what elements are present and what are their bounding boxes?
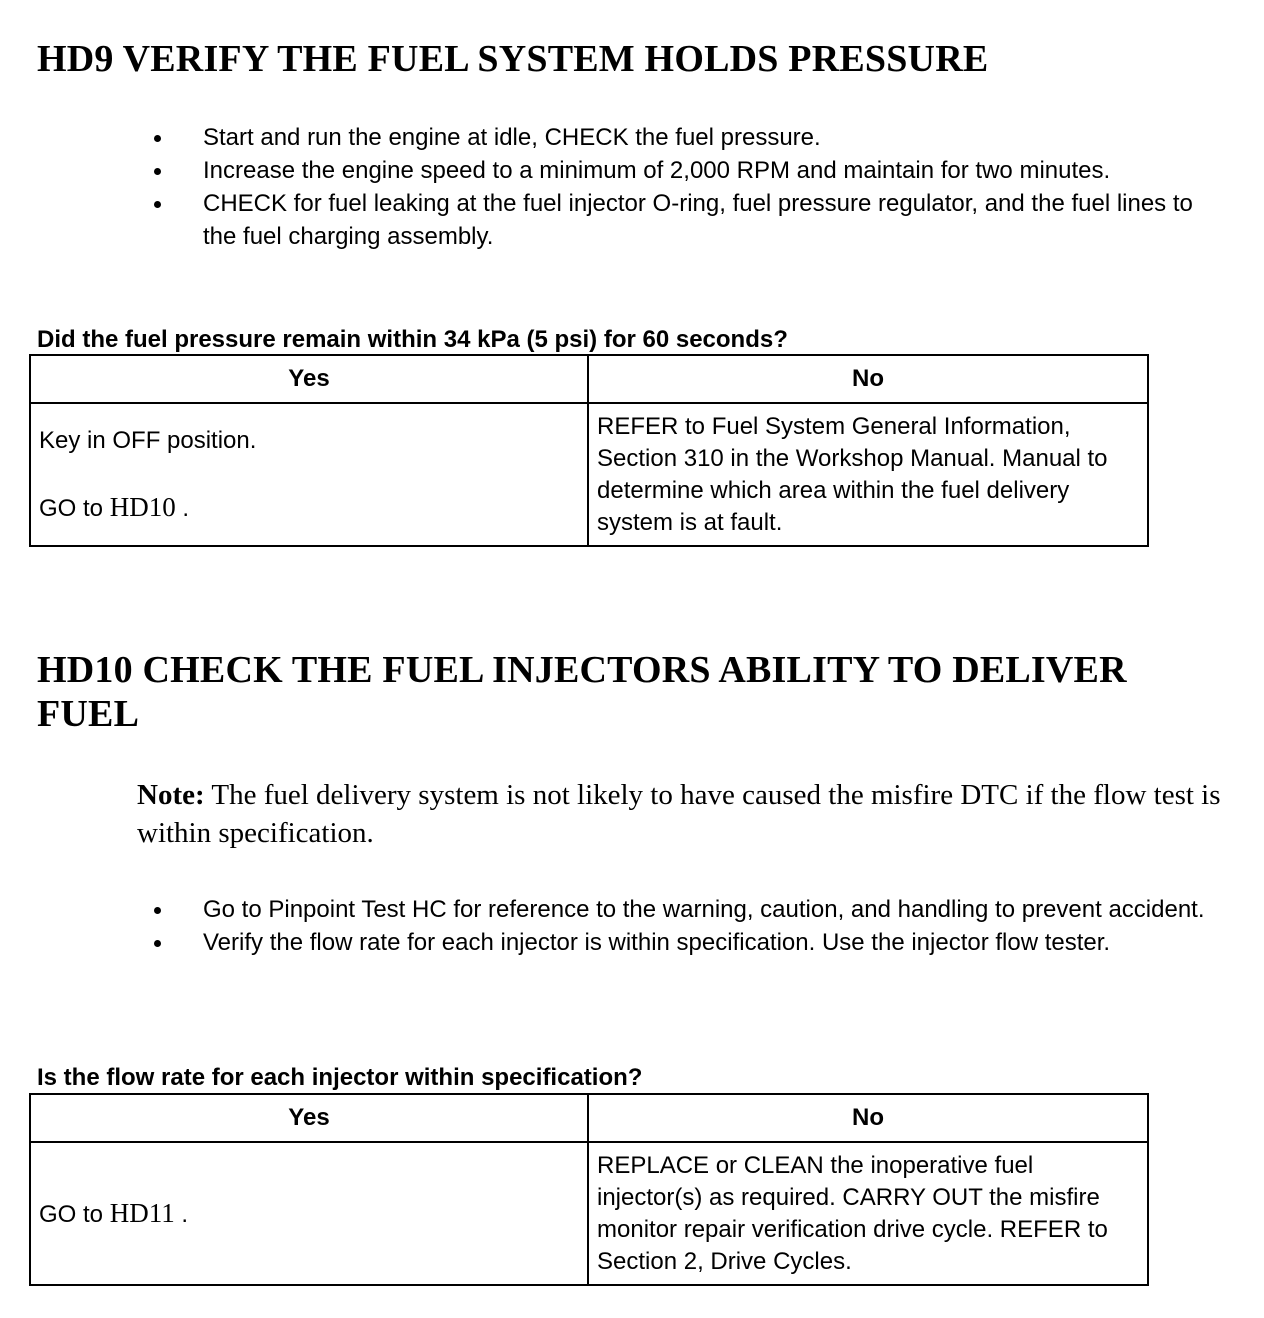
yes-cell bbox=[30, 1142, 588, 1285]
hd10-step-list bbox=[150, 893, 1220, 959]
bullet-icon bbox=[154, 168, 161, 175]
note-label: Note: bbox=[137, 779, 205, 811]
list-item: Start and run the engine at idle, CHECK the fuel pressure. bbox=[150, 121, 1220, 154]
no-cell: REPLACE or CLEAN the inoperative fuel injector(s) as required. CARRY OUT the misfire monitor repair verification drive cycle. REFER to Section 2, Drive Cycles. bbox=[588, 1142, 1148, 1285]
table-header-row bbox=[30, 1094, 1148, 1142]
hd10-result-table bbox=[29, 1093, 1149, 1286]
yes-cell bbox=[30, 403, 588, 546]
note-text: The fuel delivery system is not likely to have caused the misfire DTC if the flow test is within specification. bbox=[137, 779, 1221, 849]
hd9-question: Did the fuel pressure remain within 34 kPa (5 psi) for 60 seconds? bbox=[37, 326, 788, 353]
list-item: Verify the flow rate for each injector is within specification. Use the injector flow tester. bbox=[150, 926, 1220, 959]
table-row bbox=[30, 403, 1148, 546]
hd10-question: Is the flow rate for each injector within specification? bbox=[37, 1064, 643, 1091]
list-item: Increase the engine speed to a minimum of 2,000 RPM and maintain for two minutes. bbox=[150, 154, 1220, 187]
no-header: No bbox=[588, 1094, 1148, 1142]
go-to-link-hd10[interactable]: HD10 bbox=[109, 491, 176, 522]
go-to-link-hd11[interactable]: HD11 bbox=[109, 1197, 175, 1228]
yes-key-instruction: Key in OFF position. bbox=[39, 426, 257, 454]
hd10-note bbox=[137, 776, 1247, 852]
list-item: Go to Pinpoint Test HC for reference to the warning, caution, and handling to prevent accident. bbox=[150, 893, 1220, 926]
no-header: No bbox=[588, 355, 1148, 403]
no-cell: REFER to Fuel System General Information, Section 310 in the Workshop Manual. Manual to determine which area within the fuel delivery system is at fault. bbox=[588, 403, 1148, 546]
bullet-icon bbox=[154, 135, 161, 142]
hd10-heading: HD10 CHECK THE FUEL INJECTORS ABILITY TO DELIVER FUEL bbox=[37, 649, 1127, 735]
hd9-step-list bbox=[150, 121, 1220, 253]
yes-go-instruction: GO to HD10 . bbox=[39, 491, 190, 522]
bullet-icon bbox=[154, 907, 161, 914]
hd9-result-table bbox=[29, 354, 1149, 547]
bullet-icon bbox=[154, 201, 161, 208]
table-row bbox=[30, 1142, 1148, 1285]
bullet-icon bbox=[154, 940, 161, 947]
yes-header: Yes bbox=[30, 355, 588, 403]
yes-go-instruction: GO to HD11 . bbox=[39, 1197, 189, 1228]
yes-header: Yes bbox=[30, 1094, 588, 1142]
table-header-row bbox=[30, 355, 1148, 403]
hd9-heading: HD9 VERIFY THE FUEL SYSTEM HOLDS PRESSURE bbox=[37, 38, 989, 80]
list-item: CHECK for fuel leaking at the fuel injector O-ring, fuel pressure regulator, and the fuel lines to the fuel charging assembly. bbox=[150, 187, 1220, 253]
